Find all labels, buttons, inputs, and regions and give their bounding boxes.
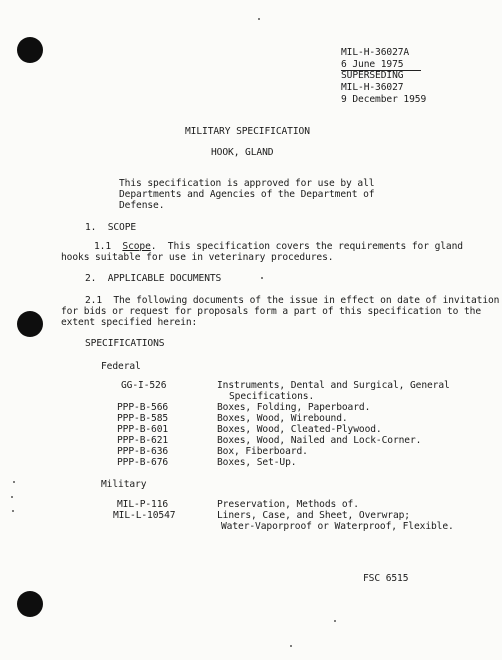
scan-speck xyxy=(13,481,15,483)
federal-spec-desc: Boxes, Set-Up. xyxy=(217,457,297,468)
federal-spec-desc: Boxes, Folding, Paperboard. xyxy=(217,402,371,413)
doc-number: MIL-H-36027A xyxy=(341,47,410,58)
scan-speck xyxy=(12,510,14,512)
doc-date: 6 June 1975 xyxy=(341,59,404,70)
federal-spec-id: PPP-B-566 xyxy=(117,402,169,413)
federal-spec-id: GG-I-526 xyxy=(121,380,167,391)
approval-line-3: Defense. xyxy=(119,200,165,211)
approval-line-1: This specification is approved for use by all xyxy=(119,178,375,189)
military-spec-desc: Preservation, Methods of. xyxy=(217,499,359,510)
superseding-label: SUPERSEDING xyxy=(341,70,404,81)
military-spec-id: MIL-L-10547 xyxy=(113,510,176,521)
binder-hole-middle xyxy=(17,311,43,337)
military-spec-id: MIL-P-116 xyxy=(117,499,169,510)
federal-spec-desc: Box, Fiberboard. xyxy=(217,446,308,457)
scan-speck xyxy=(334,620,336,622)
scan-speck xyxy=(258,18,260,20)
scope-para-number: 1.1 xyxy=(94,241,112,252)
scan-speck xyxy=(290,645,292,647)
scan-speck xyxy=(11,496,13,498)
superseded-date: 9 December 1959 xyxy=(341,94,427,105)
applicable-docs-line-1: 2.1 The following documents of the issue in effect on date of invitation xyxy=(85,295,500,306)
section-applicable-docs-heading: 2. APPLICABLE DOCUMENTS xyxy=(85,273,222,284)
superseded-number: MIL-H-36027 xyxy=(341,82,404,93)
federal-label: Federal xyxy=(101,361,141,372)
federal-spec-desc: Boxes, Wood, Wirebound. xyxy=(217,413,348,424)
federal-spec-desc: Instruments, Dental and Surgical, General xyxy=(217,380,450,391)
specifications-heading: SPECIFICATIONS xyxy=(85,338,165,349)
binder-hole-top xyxy=(17,37,43,63)
spec-title: MILITARY SPECIFICATION xyxy=(185,126,310,137)
military-spec-desc: Liners, Case, and Sheet, Overwrap; xyxy=(217,510,410,521)
applicable-docs-line-3: extent specified herein: xyxy=(61,317,198,328)
scope-para-label: Scope xyxy=(122,241,151,252)
military-label: Military xyxy=(101,479,147,490)
scope-para-text: . This specification covers the requirements for gland xyxy=(150,241,463,252)
federal-spec-id: PPP-B-636 xyxy=(117,446,169,457)
military-spec-desc: Water-Vaporproof or Waterproof, Flexible. xyxy=(221,521,454,532)
fsc-code: FSC 6515 xyxy=(363,573,409,584)
approval-line-2: Departments and Agencies of the Department of xyxy=(119,189,375,200)
federal-spec-desc: Specifications. xyxy=(229,391,315,402)
federal-spec-id: PPP-B-601 xyxy=(117,424,169,435)
binder-hole-bottom xyxy=(17,591,43,617)
spec-subtitle: HOOK, GLAND xyxy=(211,147,274,158)
applicable-docs-line-2: for bids or request for proposals form a part of this specification to the xyxy=(61,306,482,317)
scan-speck xyxy=(261,277,263,279)
federal-spec-desc: Boxes, Wood, Cleated-Plywood. xyxy=(217,424,382,435)
federal-spec-id: PPP-B-585 xyxy=(117,413,169,424)
federal-spec-id: PPP-B-621 xyxy=(117,435,169,446)
scope-paragraph-line-2: hooks suitable for use in veterinary procedures. xyxy=(61,252,334,263)
section-scope-heading: 1. SCOPE xyxy=(85,222,137,233)
scope-paragraph-line-1 xyxy=(94,241,463,252)
federal-spec-id: PPP-B-676 xyxy=(117,457,169,468)
federal-spec-desc: Boxes, Wood, Nailed and Lock-Corner. xyxy=(217,435,422,446)
